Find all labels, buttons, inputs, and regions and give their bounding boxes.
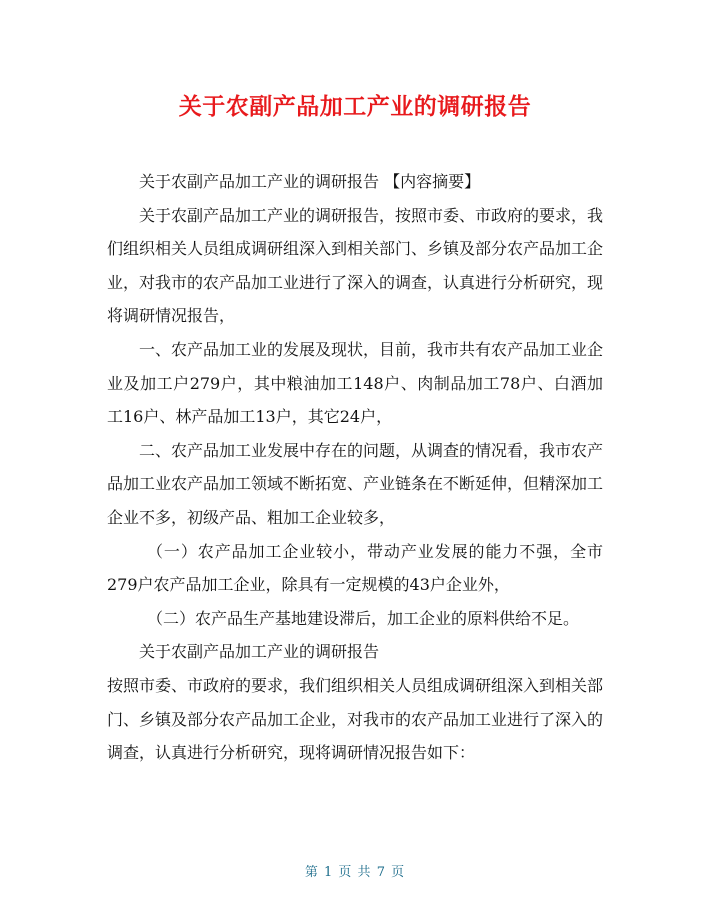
document-body <box>107 165 603 770</box>
paragraph-subsection-one: （一）农产品加工企业较小，带动产业发展的能力不强，全市279户农产品加工企业，除具有一定规模的43户企业外， <box>107 541 603 595</box>
paragraph-section-two: 二、农产品加工业发展中存在的问题，从调查的情况看，我市农产品加工业农产品加工领域不断拓宽、产业链条在不断延伸，但精深加工企业不多，初级产品、粗加工企业较多， <box>107 440 604 527</box>
page-number-footer: 第 1 页 共 7 页 <box>304 865 406 880</box>
paragraph-repeat-intro: 按照市委、市政府的要求，我们组织相关人员组成调研组深入到相关部门、乡镇及部分农产品加工企业，对我市的农产品加工业进行了深入的调查，认真进行分析研究，现将调研情况报告如下： <box>107 675 604 763</box>
document-title: 关于农副产品加工产业的调研报告 <box>178 94 532 120</box>
paragraph-repeat-title: 关于农副产品加工产业的调研报告 <box>139 642 380 662</box>
paragraph-subsection-two: （二）农产品生产基地建设滞后，加工企业的原料供给不足。 <box>147 608 580 628</box>
paragraph-intro: 关于农副产品加工产业的调研报告，按照市委、市政府的要求，我们组织相关人员组成调研组深入到相关部门、乡镇及部分农产品加工企业，对我市的农产品加工业进行了深入的调查，认真进行分析研究，现将调研情况报告， <box>107 205 604 326</box>
paragraph-section-one: 一、农产品加工业的发展及现状，目前，我市共有农产品加工业企业及加工户279户，其中粮油加工148户、肉制品加工78户、白酒加工16户、林产品加工13户，其它24户， <box>107 339 604 427</box>
paragraph-summary-heading: 关于农副产品加工产业的调研报告 【内容摘要】 <box>139 172 481 191</box>
